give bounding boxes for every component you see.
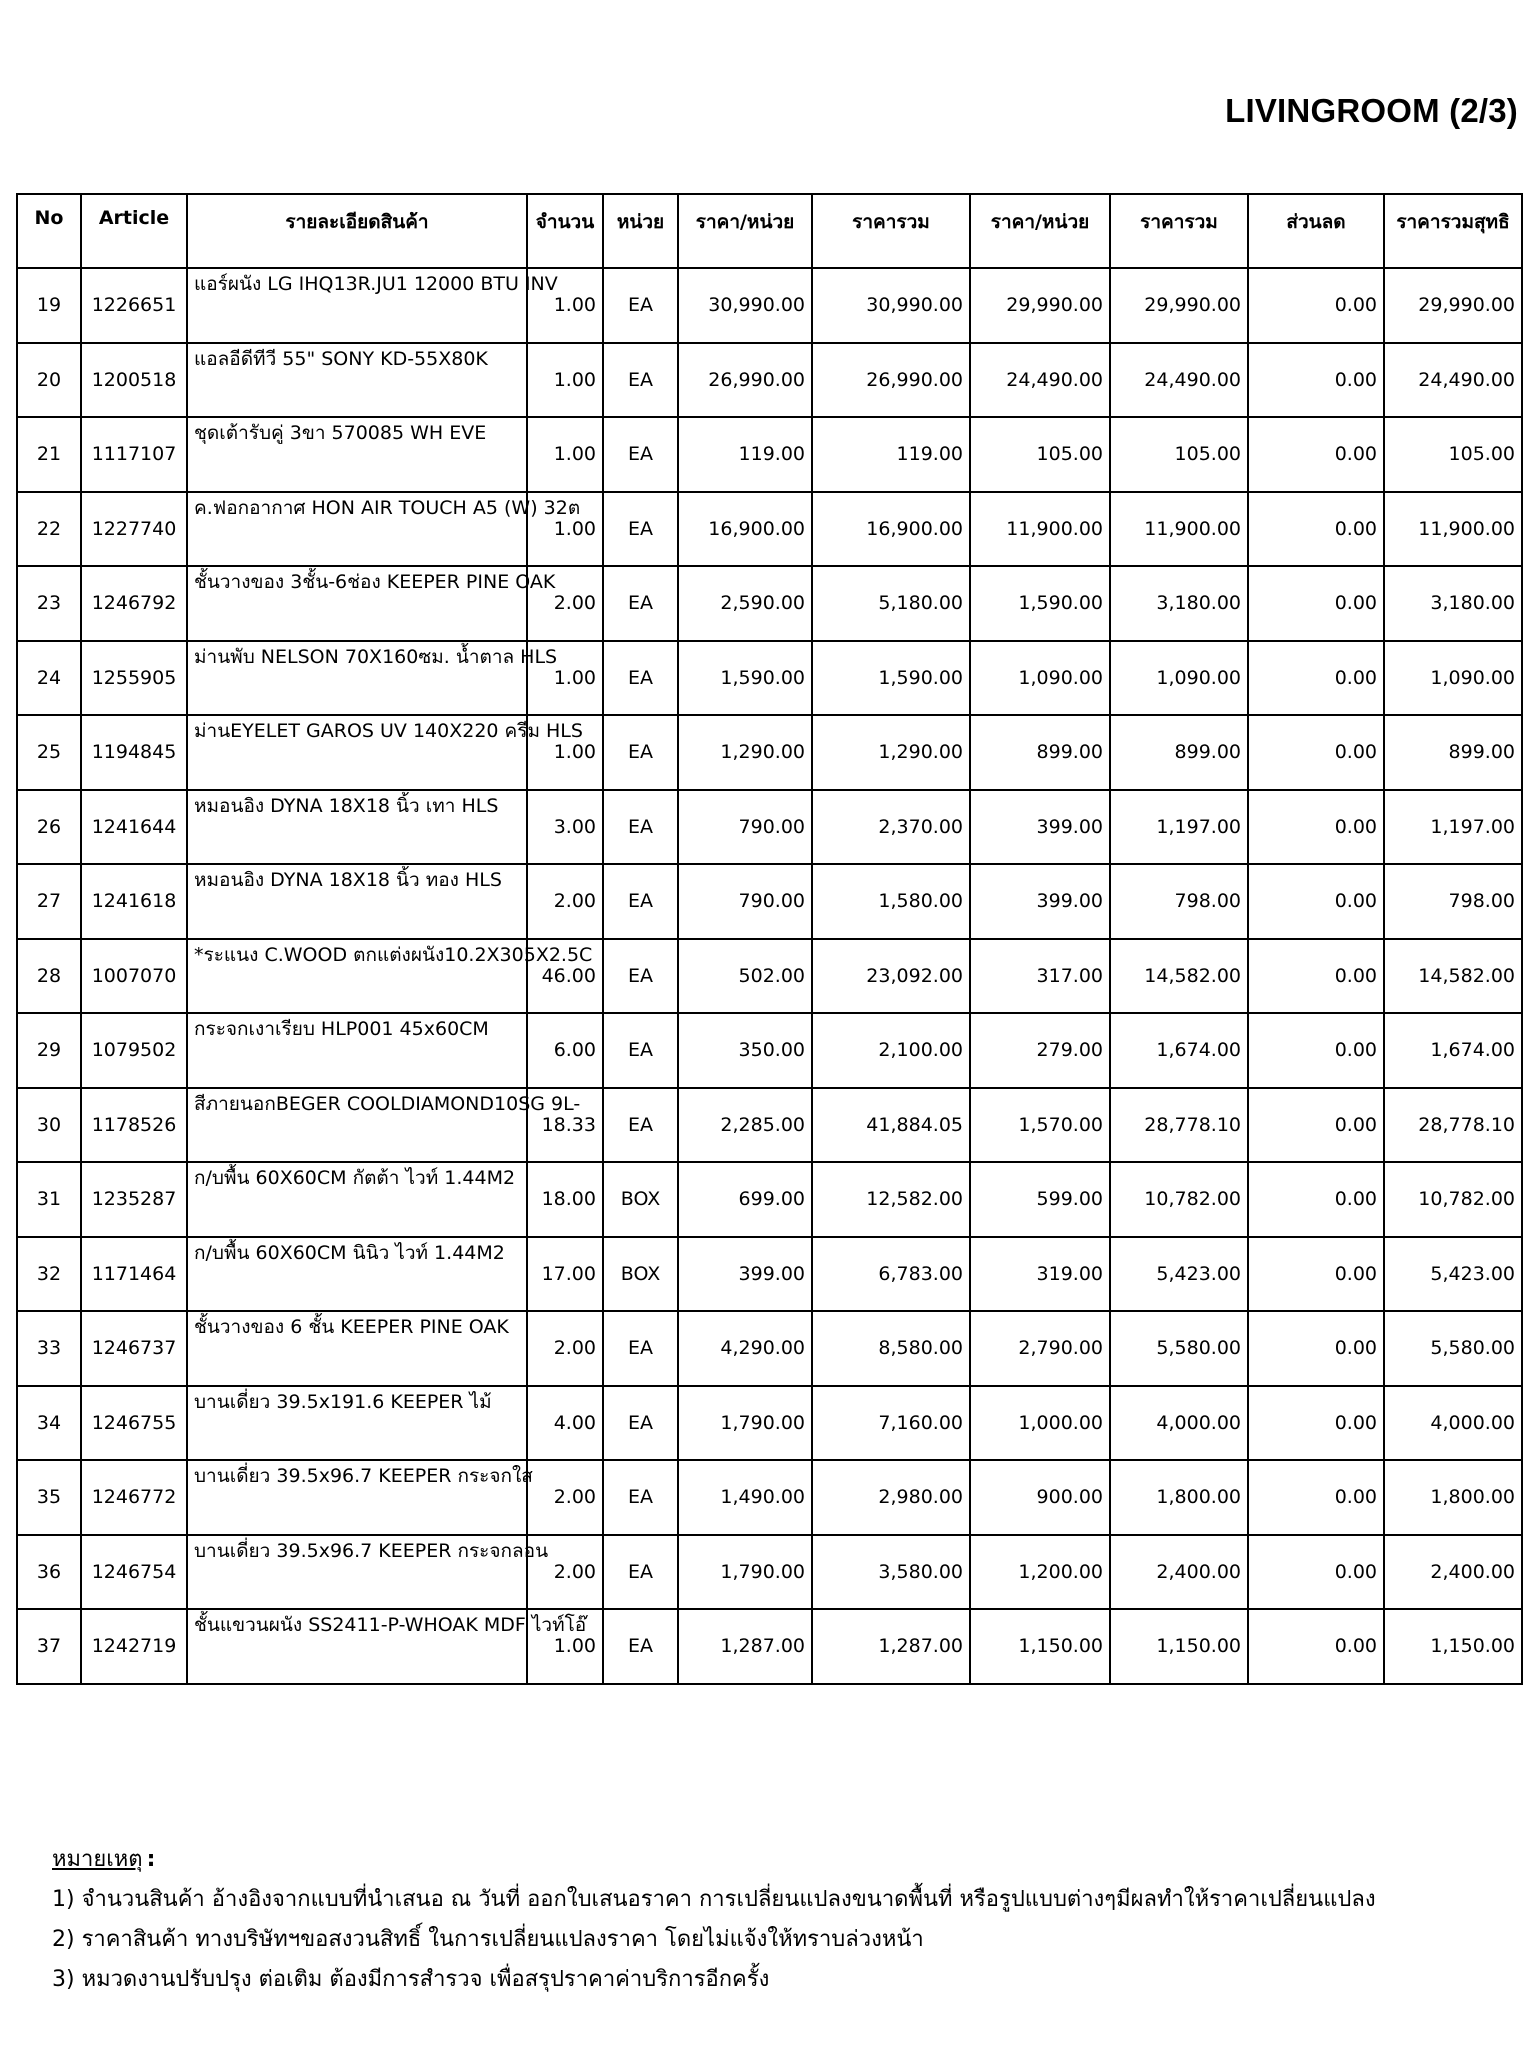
special-unit-price-cell: 1,590.00 bbox=[970, 566, 1110, 641]
total-price-cell: 2,370.00 bbox=[812, 790, 970, 865]
article-code-cell: 1171464 bbox=[81, 1237, 187, 1312]
article-code-cell: 1246737 bbox=[81, 1311, 187, 1386]
discount-cell: 0.00 bbox=[1248, 1162, 1384, 1237]
special-unit-price-cell: 599.00 bbox=[970, 1162, 1110, 1237]
total-price-cell: 2,100.00 bbox=[812, 1013, 970, 1088]
article-code-cell: 1246772 bbox=[81, 1460, 187, 1535]
row-number-cell: 27 bbox=[17, 864, 81, 939]
unit-price-cell: 1,790.00 bbox=[678, 1386, 812, 1461]
quantity-cell: 1.00 bbox=[527, 641, 603, 716]
discount-cell: 0.00 bbox=[1248, 1088, 1384, 1163]
net-total-cell: 1,197.00 bbox=[1384, 790, 1522, 865]
total-price-cell: 7,160.00 bbox=[812, 1386, 970, 1461]
article-code-cell: 1241618 bbox=[81, 864, 187, 939]
total-price-cell: 23,092.00 bbox=[812, 939, 970, 1014]
unit-cell: EA bbox=[603, 715, 678, 790]
item-description-cell: ม่านพับ NELSON 70X160ซม. น้ำตาล HLS bbox=[187, 641, 527, 716]
unit-cell: EA bbox=[603, 1460, 678, 1535]
net-total-cell: 798.00 bbox=[1384, 864, 1522, 939]
column-header: ราคารวมสุทธิ bbox=[1384, 194, 1522, 268]
item-description-cell: หมอนอิง DYNA 18X18 นิ้ว เทา HLS bbox=[187, 790, 527, 865]
discount-cell: 0.00 bbox=[1248, 1460, 1384, 1535]
unit-price-cell: 699.00 bbox=[678, 1162, 812, 1237]
unit-price-cell: 502.00 bbox=[678, 939, 812, 1014]
quantity-cell: 4.00 bbox=[527, 1386, 603, 1461]
item-description-cell: แอลอีดีทีวี 55" SONY KD-55X80K bbox=[187, 343, 527, 418]
note-item: 1) จำนวนสินค้า อ้างอิงจากแบบที่นำเสนอ ณ วันที่ ออกใบเสนอราคา การเปลี่ยนแปลงขนาดพื้นที่ หรือรูปแบบต่างๆมีผลทำให้ราคาเปลี่ยนแปลง bbox=[52, 1887, 1376, 1912]
total-price-cell: 3,580.00 bbox=[812, 1535, 970, 1610]
article-code-cell: 1241644 bbox=[81, 790, 187, 865]
special-total-price-cell: 10,782.00 bbox=[1110, 1162, 1248, 1237]
total-price-cell: 5,180.00 bbox=[812, 566, 970, 641]
notes-title bbox=[52, 1840, 1376, 1880]
column-header: ราคารวม bbox=[812, 194, 970, 268]
special-total-price-cell: 24,490.00 bbox=[1110, 343, 1248, 418]
quantity-cell: 2.00 bbox=[527, 1535, 603, 1610]
total-price-cell: 1,290.00 bbox=[812, 715, 970, 790]
row-number-cell: 21 bbox=[17, 417, 81, 492]
unit-price-cell: 16,900.00 bbox=[678, 492, 812, 567]
item-description-cell: กระจกเงาเรียบ HLP001 45x60CM bbox=[187, 1013, 527, 1088]
table-row bbox=[17, 417, 1522, 492]
item-description-cell: บานเดี่ยว 39.5x96.7 KEEPER กระจกลอน bbox=[187, 1535, 527, 1610]
discount-cell: 0.00 bbox=[1248, 790, 1384, 865]
special-unit-price-cell: 317.00 bbox=[970, 939, 1110, 1014]
discount-cell: 0.00 bbox=[1248, 1013, 1384, 1088]
row-number-cell: 28 bbox=[17, 939, 81, 1014]
unit-price-cell: 1,590.00 bbox=[678, 641, 812, 716]
total-price-cell: 26,990.00 bbox=[812, 343, 970, 418]
item-description-cell: ค.ฟอกอากาศ HON AIR TOUCH A5 (W) 32ต bbox=[187, 492, 527, 567]
item-description-cell: หมอนอิง DYNA 18X18 นิ้ว ทอง HLS bbox=[187, 864, 527, 939]
row-number-cell: 29 bbox=[17, 1013, 81, 1088]
row-number-cell: 37 bbox=[17, 1609, 81, 1684]
net-total-cell: 1,090.00 bbox=[1384, 641, 1522, 716]
total-price-cell: 1,287.00 bbox=[812, 1609, 970, 1684]
row-number-cell: 24 bbox=[17, 641, 81, 716]
unit-cell: EA bbox=[603, 1609, 678, 1684]
special-unit-price-cell: 105.00 bbox=[970, 417, 1110, 492]
special-total-price-cell: 14,582.00 bbox=[1110, 939, 1248, 1014]
item-description-cell: ก/บพื้น 60X60CM นินิว ไวท์ 1.44M2 bbox=[187, 1237, 527, 1312]
unit-price-cell: 790.00 bbox=[678, 790, 812, 865]
article-code-cell: 1246755 bbox=[81, 1386, 187, 1461]
row-number-cell: 19 bbox=[17, 268, 81, 343]
discount-cell: 0.00 bbox=[1248, 417, 1384, 492]
unit-price-cell: 30,990.00 bbox=[678, 268, 812, 343]
unit-price-cell: 1,490.00 bbox=[678, 1460, 812, 1535]
discount-cell: 0.00 bbox=[1248, 1386, 1384, 1461]
row-number-cell: 25 bbox=[17, 715, 81, 790]
discount-cell: 0.00 bbox=[1248, 939, 1384, 1014]
unit-price-cell: 1,790.00 bbox=[678, 1535, 812, 1610]
article-code-cell: 1242719 bbox=[81, 1609, 187, 1684]
table-body bbox=[17, 268, 1522, 1684]
item-description-cell: บานเดี่ยว 39.5x96.7 KEEPER กระจกใส bbox=[187, 1460, 527, 1535]
discount-cell: 0.00 bbox=[1248, 1237, 1384, 1312]
net-total-cell: 5,580.00 bbox=[1384, 1311, 1522, 1386]
total-price-cell: 1,590.00 bbox=[812, 641, 970, 716]
item-description-cell: ชั้นแขวนผนัง SS2411-P-WHOAK MDF ไวท์โอ๊ bbox=[187, 1609, 527, 1684]
column-header: ราคา/หน่วย bbox=[678, 194, 812, 268]
total-price-cell: 119.00 bbox=[812, 417, 970, 492]
special-total-price-cell: 105.00 bbox=[1110, 417, 1248, 492]
special-total-price-cell: 29,990.00 bbox=[1110, 268, 1248, 343]
table-row bbox=[17, 1162, 1522, 1237]
article-code-cell: 1255905 bbox=[81, 641, 187, 716]
unit-price-cell: 26,990.00 bbox=[678, 343, 812, 418]
table-row bbox=[17, 1237, 1522, 1312]
item-description-cell: ชั้นวางของ 3ชั้น-6ช่อง KEEPER PINE OAK bbox=[187, 566, 527, 641]
special-unit-price-cell: 1,150.00 bbox=[970, 1609, 1110, 1684]
unit-price-cell: 2,590.00 bbox=[678, 566, 812, 641]
quantity-cell: 2.00 bbox=[527, 566, 603, 641]
unit-cell: EA bbox=[603, 492, 678, 567]
quantity-cell: 1.00 bbox=[527, 1609, 603, 1684]
net-total-cell: 29,990.00 bbox=[1384, 268, 1522, 343]
discount-cell: 0.00 bbox=[1248, 268, 1384, 343]
article-code-cell: 1007070 bbox=[81, 939, 187, 1014]
net-total-cell: 1,800.00 bbox=[1384, 1460, 1522, 1535]
quantity-cell: 17.00 bbox=[527, 1237, 603, 1312]
unit-cell: EA bbox=[603, 268, 678, 343]
discount-cell: 0.00 bbox=[1248, 343, 1384, 418]
unit-price-cell: 2,285.00 bbox=[678, 1088, 812, 1163]
row-number-cell: 32 bbox=[17, 1237, 81, 1312]
unit-cell: EA bbox=[603, 790, 678, 865]
note-item: 2) ราคาสินค้า ทางบริษัทฯขอสงวนสิทธิ์ ในการเปลี่ยนแปลงราคา โดยไม่แจ้งให้ทราบล่วงหน้า bbox=[52, 1927, 924, 1952]
quantity-cell: 1.00 bbox=[527, 417, 603, 492]
row-number-cell: 30 bbox=[17, 1088, 81, 1163]
quantity-cell: 2.00 bbox=[527, 1311, 603, 1386]
unit-cell: EA bbox=[603, 1311, 678, 1386]
column-header: รายละเอียดสินค้า bbox=[187, 194, 527, 268]
discount-cell: 0.00 bbox=[1248, 1609, 1384, 1684]
item-description-cell: ม่านEYELET GAROS UV 140X220 ครีม HLS bbox=[187, 715, 527, 790]
special-unit-price-cell: 319.00 bbox=[970, 1237, 1110, 1312]
discount-cell: 0.00 bbox=[1248, 641, 1384, 716]
row-number-cell: 36 bbox=[17, 1535, 81, 1610]
table-row bbox=[17, 492, 1522, 567]
unit-price-cell: 399.00 bbox=[678, 1237, 812, 1312]
column-header: Article bbox=[81, 194, 187, 268]
special-total-price-cell: 3,180.00 bbox=[1110, 566, 1248, 641]
quantity-cell: 3.00 bbox=[527, 790, 603, 865]
special-total-price-cell: 11,900.00 bbox=[1110, 492, 1248, 567]
table-row bbox=[17, 864, 1522, 939]
discount-cell: 0.00 bbox=[1248, 864, 1384, 939]
unit-cell: BOX bbox=[603, 1162, 678, 1237]
table-row bbox=[17, 566, 1522, 641]
column-header: จำนวน bbox=[527, 194, 603, 268]
special-total-price-cell: 1,674.00 bbox=[1110, 1013, 1248, 1088]
table-row bbox=[17, 1088, 1522, 1163]
discount-cell: 0.00 bbox=[1248, 566, 1384, 641]
special-unit-price-cell: 1,200.00 bbox=[970, 1535, 1110, 1610]
special-unit-price-cell: 1,570.00 bbox=[970, 1088, 1110, 1163]
table-row bbox=[17, 1535, 1522, 1610]
special-total-price-cell: 899.00 bbox=[1110, 715, 1248, 790]
unit-cell: EA bbox=[603, 641, 678, 716]
unit-cell: EA bbox=[603, 1088, 678, 1163]
special-total-price-cell: 28,778.10 bbox=[1110, 1088, 1248, 1163]
item-description-cell: ก/บพื้น 60X60CM กัตต้า ไวท์ 1.44M2 bbox=[187, 1162, 527, 1237]
total-price-cell: 41,884.05 bbox=[812, 1088, 970, 1163]
total-price-cell: 2,980.00 bbox=[812, 1460, 970, 1535]
table-row bbox=[17, 790, 1522, 865]
net-total-cell: 2,400.00 bbox=[1384, 1535, 1522, 1610]
net-total-cell: 899.00 bbox=[1384, 715, 1522, 790]
article-code-cell: 1246792 bbox=[81, 566, 187, 641]
table-row bbox=[17, 1386, 1522, 1461]
table-row bbox=[17, 715, 1522, 790]
net-total-cell: 3,180.00 bbox=[1384, 566, 1522, 641]
net-total-cell: 1,674.00 bbox=[1384, 1013, 1522, 1088]
column-header: No bbox=[17, 194, 81, 268]
quantity-cell: 1.00 bbox=[527, 268, 603, 343]
table-row bbox=[17, 939, 1522, 1014]
total-price-cell: 1,580.00 bbox=[812, 864, 970, 939]
discount-cell: 0.00 bbox=[1248, 715, 1384, 790]
unit-cell: EA bbox=[603, 1535, 678, 1610]
table-row bbox=[17, 343, 1522, 418]
row-number-cell: 33 bbox=[17, 1311, 81, 1386]
net-total-cell: 1,150.00 bbox=[1384, 1609, 1522, 1684]
special-total-price-cell: 798.00 bbox=[1110, 864, 1248, 939]
unit-price-cell: 1,287.00 bbox=[678, 1609, 812, 1684]
unit-cell: EA bbox=[603, 1386, 678, 1461]
special-unit-price-cell: 279.00 bbox=[970, 1013, 1110, 1088]
article-code-cell: 1246754 bbox=[81, 1535, 187, 1610]
unit-price-cell: 4,290.00 bbox=[678, 1311, 812, 1386]
net-total-cell: 105.00 bbox=[1384, 417, 1522, 492]
special-total-price-cell: 5,580.00 bbox=[1110, 1311, 1248, 1386]
quantity-cell: 1.00 bbox=[527, 715, 603, 790]
net-total-cell: 28,778.10 bbox=[1384, 1088, 1522, 1163]
unit-price-cell: 790.00 bbox=[678, 864, 812, 939]
unit-cell: EA bbox=[603, 1013, 678, 1088]
special-unit-price-cell: 900.00 bbox=[970, 1460, 1110, 1535]
item-description-cell: *ระแนง C.WOOD ตกแต่งผนัง10.2X305X2.5C bbox=[187, 939, 527, 1014]
unit-cell: EA bbox=[603, 939, 678, 1014]
special-unit-price-cell: 2,790.00 bbox=[970, 1311, 1110, 1386]
net-total-cell: 14,582.00 bbox=[1384, 939, 1522, 1014]
article-code-cell: 1079502 bbox=[81, 1013, 187, 1088]
special-unit-price-cell: 1,000.00 bbox=[970, 1386, 1110, 1461]
column-header: ราคารวม bbox=[1110, 194, 1248, 268]
table-row bbox=[17, 268, 1522, 343]
article-code-cell: 1178526 bbox=[81, 1088, 187, 1163]
unit-cell: EA bbox=[603, 864, 678, 939]
unit-price-cell: 350.00 bbox=[678, 1013, 812, 1088]
quantity-cell: 2.00 bbox=[527, 864, 603, 939]
column-header: ราคา/หน่วย bbox=[970, 194, 1110, 268]
row-number-cell: 34 bbox=[17, 1386, 81, 1461]
item-description-cell: สีภายนอกBEGER COOLDIAMOND10SG 9L- bbox=[187, 1088, 527, 1163]
row-number-cell: 26 bbox=[17, 790, 81, 865]
net-total-cell: 5,423.00 bbox=[1384, 1237, 1522, 1312]
row-number-cell: 23 bbox=[17, 566, 81, 641]
discount-cell: 0.00 bbox=[1248, 1535, 1384, 1610]
column-header: ส่วนลด bbox=[1248, 194, 1384, 268]
quantity-cell: 6.00 bbox=[527, 1013, 603, 1088]
item-description-cell: บานเดี่ยว 39.5x191.6 KEEPER ไม้ bbox=[187, 1386, 527, 1461]
table-row bbox=[17, 1460, 1522, 1535]
unit-cell: EA bbox=[603, 343, 678, 418]
total-price-cell: 8,580.00 bbox=[812, 1311, 970, 1386]
discount-cell: 0.00 bbox=[1248, 492, 1384, 567]
discount-cell: 0.00 bbox=[1248, 1311, 1384, 1386]
quantity-cell: 1.00 bbox=[527, 492, 603, 567]
notes-section bbox=[52, 1840, 1376, 2000]
column-header: หน่วย bbox=[603, 194, 678, 268]
unit-price-cell: 119.00 bbox=[678, 417, 812, 492]
article-code-cell: 1226651 bbox=[81, 268, 187, 343]
special-unit-price-cell: 24,490.00 bbox=[970, 343, 1110, 418]
table-row bbox=[17, 641, 1522, 716]
net-total-cell: 24,490.00 bbox=[1384, 343, 1522, 418]
special-total-price-cell: 1,150.00 bbox=[1110, 1609, 1248, 1684]
page-title: LIVINGROOM (2/3) bbox=[1225, 92, 1518, 129]
table-row bbox=[17, 1311, 1522, 1386]
table-row bbox=[17, 1013, 1522, 1088]
special-total-price-cell: 1,090.00 bbox=[1110, 641, 1248, 716]
special-total-price-cell: 1,800.00 bbox=[1110, 1460, 1248, 1535]
table-header-row bbox=[17, 194, 1522, 268]
total-price-cell: 30,990.00 bbox=[812, 268, 970, 343]
special-unit-price-cell: 11,900.00 bbox=[970, 492, 1110, 567]
article-code-cell: 1235287 bbox=[81, 1162, 187, 1237]
special-unit-price-cell: 399.00 bbox=[970, 790, 1110, 865]
net-total-cell: 10,782.00 bbox=[1384, 1162, 1522, 1237]
special-unit-price-cell: 29,990.00 bbox=[970, 268, 1110, 343]
quotation-table bbox=[16, 193, 1523, 1685]
special-total-price-cell: 2,400.00 bbox=[1110, 1535, 1248, 1610]
quantity-cell: 18.33 bbox=[527, 1088, 603, 1163]
item-description-cell: แอร์ผนัง LG IHQ13R.JU1 12000 BTU INV bbox=[187, 268, 527, 343]
total-price-cell: 6,783.00 bbox=[812, 1237, 970, 1312]
quantity-cell: 18.00 bbox=[527, 1162, 603, 1237]
net-total-cell: 4,000.00 bbox=[1384, 1386, 1522, 1461]
quantity-cell: 1.00 bbox=[527, 343, 603, 418]
row-number-cell: 22 bbox=[17, 492, 81, 567]
article-code-cell: 1200518 bbox=[81, 343, 187, 418]
special-unit-price-cell: 399.00 bbox=[970, 864, 1110, 939]
row-number-cell: 31 bbox=[17, 1162, 81, 1237]
special-unit-price-cell: 1,090.00 bbox=[970, 641, 1110, 716]
notes-colon: : bbox=[146, 1847, 156, 1872]
unit-cell: BOX bbox=[603, 1237, 678, 1312]
unit-cell: EA bbox=[603, 417, 678, 492]
article-code-cell: 1117107 bbox=[81, 417, 187, 492]
notes-heading: หมายเหตุ bbox=[52, 1847, 143, 1872]
unit-price-cell: 1,290.00 bbox=[678, 715, 812, 790]
article-code-cell: 1227740 bbox=[81, 492, 187, 567]
quantity-cell: 46.00 bbox=[527, 939, 603, 1014]
table-row bbox=[17, 1609, 1522, 1684]
note-item: 3) หมวดงานปรับปรุง ต่อเติม ต้องมีการสำรวจ เพื่อสรุปราคาค่าบริการอีกครั้ง bbox=[52, 1967, 770, 1992]
special-total-price-cell: 4,000.00 bbox=[1110, 1386, 1248, 1461]
special-unit-price-cell: 899.00 bbox=[970, 715, 1110, 790]
row-number-cell: 20 bbox=[17, 343, 81, 418]
special-total-price-cell: 5,423.00 bbox=[1110, 1237, 1248, 1312]
row-number-cell: 35 bbox=[17, 1460, 81, 1535]
quantity-cell: 2.00 bbox=[527, 1460, 603, 1535]
total-price-cell: 12,582.00 bbox=[812, 1162, 970, 1237]
unit-cell: EA bbox=[603, 566, 678, 641]
item-description-cell: ชั้นวางของ 6 ชั้น KEEPER PINE OAK bbox=[187, 1311, 527, 1386]
special-total-price-cell: 1,197.00 bbox=[1110, 790, 1248, 865]
article-code-cell: 1194845 bbox=[81, 715, 187, 790]
net-total-cell: 11,900.00 bbox=[1384, 492, 1522, 567]
item-description-cell: ชุดเต้ารับคู่ 3ขา 570085 WH EVE bbox=[187, 417, 527, 492]
total-price-cell: 16,900.00 bbox=[812, 492, 970, 567]
